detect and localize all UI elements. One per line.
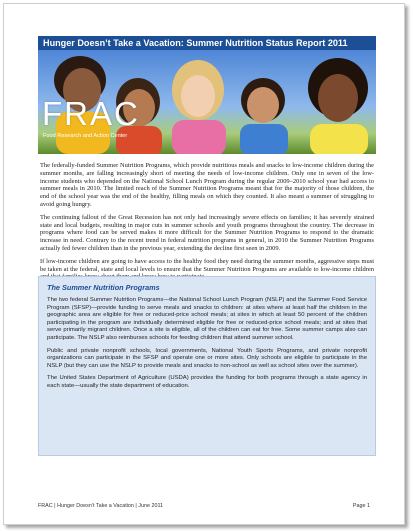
report-page [3, 3, 405, 525]
intro-text [40, 162, 374, 286]
intro-paragraph: If low-income children are going to have access to the healthy food they need during the summer months, aggressive steps must be taken at the federal, state and local levels to ensure that the Summer Nutrition Programs are available to low-income children [40, 257, 374, 273]
footer-text: FRAC | Hunger Doesn’t Take a Vacation | June 2011 [38, 503, 164, 509]
report-title: Hunger Doesn’t Take a Vacation: Summer Nutrition Status Report 2011 [38, 36, 376, 50]
intro-paragraph: The continuing fallout of the Great Recession has not only had increasingly severe effects on families; it has severely strained state and local budgets, resulting in major cuts in summer schools and youth programs throughout the country. The decrease in programs where food can be served makes it more difficult for the Summer Nutrition Programs to respond to the dramatic increase in need. Contrary to the recent trend in federal nutrition programs in general, in 2010 the Summer Nutrition Programs actually fed fewer children than in the previous year, extending the decline first seen in 2009. [40, 213, 374, 252]
summer-programs-box [38, 276, 376, 456]
box-paragraph: Public and private nonprofit schools, local governments, National Youth Sports Programs, and private nonprofit organizations can participate in the SFSP and operate one or more sites. Only schools are eligible to participate in the NSLP (but they can use the NSLP to provide meals and snacks to non-school as well as school sites over the summer). [47, 347, 367, 369]
box-paragraph: The United States Department of Agriculture (USDA) provides the funding for both programs through a state agency in each state—usually the state department of education. [47, 375, 367, 389]
frac-logo: FRAC [42, 95, 140, 132]
hero-photo [38, 50, 376, 154]
intro-paragraph: The federally-funded Summer Nutrition Programs, which provide nutritious meals and snacks to low-income children during the summer months, are falling increasingly short of meeting the needs of low-income children. Only one in seven of the low-income students who depended on the National School Lunch Program during the regular 2009–2010 school year had access to summer meals in 2010. The limited reach of the Summer Nutrition Programs meant that for the majority of those children, the end of the school year was the end of the healthy, filling meals on which they counted. It also meant a summer of struggling to avoid going hungry. [40, 162, 374, 208]
page-number: Page 1 [352, 503, 370, 509]
box-paragraph: The two federal Summer Nutrition Programs—the National School Lunch Program (NSLP) and the Summer Food Service Program (SFSP)—provide funding to serve meals and snacks to children: at sites where at least half the children in the geographic area are eligible for free or reduced-price school meals; at sites in which at least 50 percent of the children participating in the program are individually determined eligible for free or reduced-price school meals; and at sites that serve primarily migrant children. Once a site is eligible, all of the children can eat for free. Some summer camps also can participate. The NSLP also reimburses schools for feeding children that attend summer school. [47, 297, 367, 341]
box-heading: The Summer Nutrition Programs [47, 283, 160, 292]
frac-logo-subtitle: Food Research and Action Center [43, 133, 128, 139]
